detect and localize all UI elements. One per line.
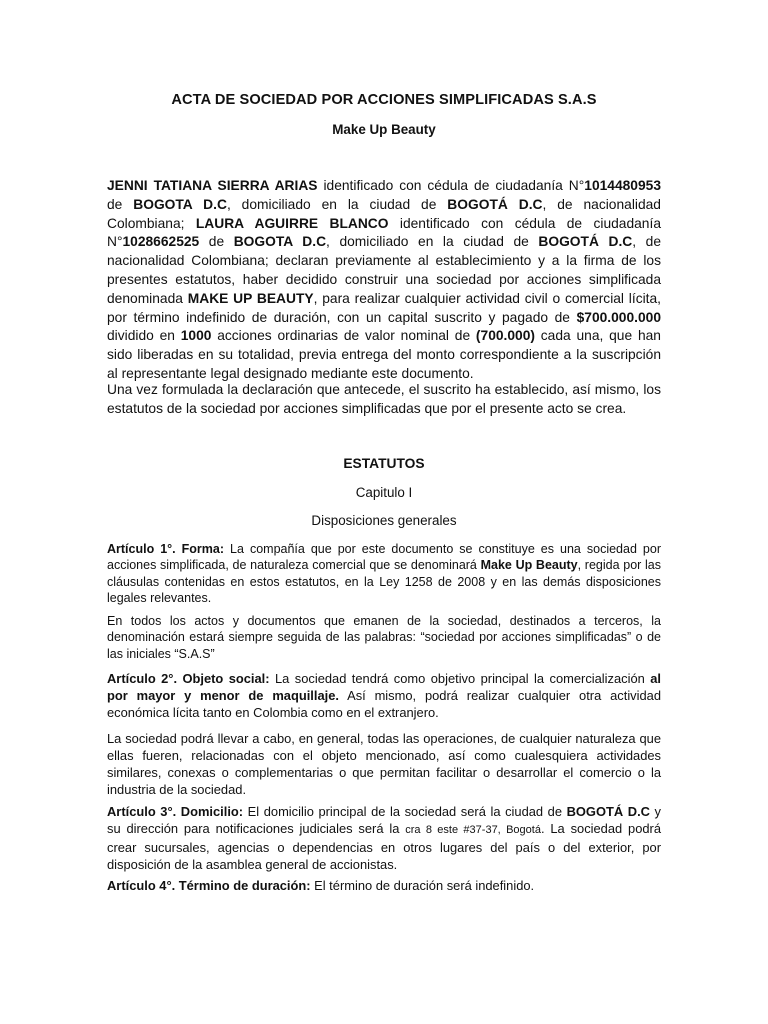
company-name: Make Up Beauty xyxy=(332,122,436,137)
partner-name: LAURA AGUIRRE BLANCO xyxy=(195,215,389,231)
address: cra 8 este #37-37, Bogotá xyxy=(405,824,541,836)
article-4: Artículo 4°. Término de duración: El término de duración será indefinido. xyxy=(107,878,535,893)
article-1: Artículo 1°. Forma: La compañía que por este documento se constituye es una sociedad por acciones simplificada, de naturaleza comercial que se denominará Make Up Beauty, regida por las cláusulas contenidas en estos estatutos, en la Ley 1258 de 2008 y en las demás disposiciones legales relevantes. xyxy=(107,542,662,606)
article-1-paragraph-2: En todos los actos y documentos que emanen de la sociedad, destinados a terceros, la denominación estará siempre seguida de las palabras: “sociedad por acciones simplificadas” o de las iniciales “S.A.S” xyxy=(107,614,661,661)
article-2: Artículo 2°. Objeto social: La sociedad tendrá como objetivo principal la comercialización al por mayor y menor de maquillaje. Así mismo, podrá realizar cualquier otra actividad económica lícita tanto en Colombia como en el extranjero. xyxy=(107,671,661,720)
capital-amount: $700.000.000 xyxy=(576,309,661,325)
chapter-heading: Capitulo I xyxy=(355,485,413,500)
id-number: 1014480953 xyxy=(584,178,661,193)
article-2-paragraph-2: La sociedad podrá llevar a cabo, en general, todas las operaciones, de cualquier naturaleza que ellas fueren, relacionadas con el objeto mencionado, así como cualesquiera actividades similares, conexas o complementarias o que permitan facilitar o desarrollar el comercio o la industria de la sociedad. xyxy=(107,731,661,797)
document-title: ACTA DE SOCIEDAD POR ACCIONES SIMPLIFICADAS S.A.S xyxy=(171,92,597,108)
article-3: Artículo 3°. Domicilio: El domicilio principal de la sociedad será la ciudad de BOGOTÁ D.C y su dirección para notificaciones judiciales será la cra 8 este #37-37, Bogotá. La sociedad podrá crear sucursales, agencias o dependencias en otros lugares del país o del exterior, por disposición de la asamblea general de accionistas. xyxy=(107,804,662,872)
preamble-paragraph: JENNI TATIANA SIERRA ARIAS identificado con cédula de ciudadanía N°1014480953 de BOGOTA D.C, domiciliado en la ciudad de BOGOTÁ D.C, de nacionalidad Colombiana; LAURA AGUIRRE BLANCO identificado con cédula de ciudadanía N°1028662525 de BOGOTA D.C, domiciliado en la ciudad de BOGOTÁ D.C, de nacionalidad Colombiana; declaran previamente al establecimiento y a la firma de los presentes estatutos, haber decidido construir una sociedad por acciones simplificada denominada MAKE UP BEAUTY, para realizar cualquier actividad civil o comercial lícita, por término indefinido de duración, con un capital suscrito y pagado de $700.000.000 dividido en 1000 acciones ordinarias de valor nominal de (700.000) cada una, que han sido liberadas en su totalidad, previa entrega del monto correspondiente a la suscripción al representante legal designado mediante este documento. xyxy=(107,178,661,381)
id-number: 1028662525 xyxy=(122,234,200,250)
declaration-paragraph: Una vez formulada la declaración que antecede, el suscrito ha establecido, así mismo, los estatutos de la sociedad por acciones simplificadas que por el presente acto se crea. xyxy=(107,382,661,416)
partner-name: JENNI TATIANA SIERRA ARIAS xyxy=(107,178,318,193)
estatutos-heading: ESTATUTOS xyxy=(343,456,425,471)
chapter-subheading: Disposiciones generales xyxy=(311,513,457,528)
